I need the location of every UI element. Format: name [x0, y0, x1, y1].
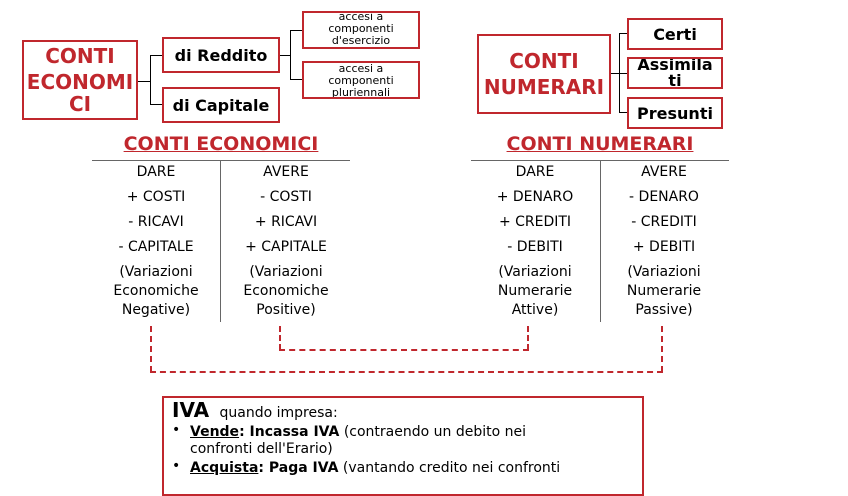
assimilati-line1: Assimila [637, 57, 713, 74]
iva-title: IVA [172, 398, 210, 422]
note-line: Numerarie [497, 283, 573, 299]
economici-avere-header: AVERE [263, 164, 309, 180]
iva-acquista-label: Acquista [190, 460, 259, 476]
iva-acquista-action: : Paga IVA [258, 460, 339, 476]
presunti-label: Presunti [637, 103, 713, 123]
esercizio-label: accesi a componenti d'esercizio [328, 11, 394, 47]
conti-economici-line2: ECONOMI [26, 70, 134, 94]
connector [290, 30, 302, 31]
note-line: Negative) [121, 302, 191, 318]
connector [150, 104, 162, 105]
numerari-avere-3: + DEBITI [632, 239, 696, 255]
numerari-dare-note [473, 263, 597, 320]
certi-box [627, 18, 723, 50]
economici-vline [220, 160, 221, 322]
connector [290, 79, 302, 80]
note-line: Positive) [256, 302, 316, 318]
note-line: Economiche [243, 283, 329, 299]
iva-vende-rest: (contraendo un debito nei [339, 424, 526, 440]
conti-numerari-line1: CONTI [509, 49, 579, 73]
economici-dare-header: DARE [136, 164, 176, 180]
conti-economici-line3: CI [68, 92, 92, 116]
conti-economici-line1: CONTI [45, 44, 115, 68]
conti-numerari-line2: NUMERARI [483, 75, 605, 99]
dashed-connector-inner-left [279, 326, 281, 350]
economici-avere-1: - COSTI [260, 189, 312, 205]
numerari-avere-note [602, 263, 726, 320]
dashed-connector-outer-right [661, 326, 663, 372]
connector [619, 73, 627, 74]
connector [150, 55, 151, 105]
numerari-avere-2: - CREDITI [631, 214, 697, 230]
note-line: Numerarie [626, 283, 702, 299]
di-reddito-label: di Reddito [174, 45, 268, 65]
iva-vende-action: : Incassa IVA [239, 424, 340, 440]
economici-hline [92, 160, 350, 161]
numerari-vline [600, 160, 601, 322]
di-capitale-box [162, 87, 280, 123]
iva-acquista-rest: (vantando credito nei confronti [338, 460, 561, 476]
connector [150, 55, 162, 56]
iva-vende-label: Vende [190, 424, 240, 440]
note-line: Economiche [113, 283, 199, 299]
economici-avere-3: + CAPITALE [245, 239, 327, 255]
assimilati-line2: ti [668, 71, 682, 89]
connector [619, 112, 627, 113]
assimilati-box [627, 57, 723, 89]
iva-subtitle: quando impresa: [219, 405, 338, 421]
bullet-icon: • [172, 422, 181, 438]
esercizio-box [302, 11, 420, 49]
di-reddito-box [162, 37, 280, 73]
iva-box [162, 396, 644, 496]
economici-title: CONTI ECONOMICI [123, 133, 319, 155]
note-line: (Variazioni [498, 264, 572, 280]
certi-label: Certi [653, 24, 697, 44]
bullet-icon: • [172, 458, 181, 474]
note-line: Attive) [511, 302, 559, 318]
economici-dare-2: - RICAVI [128, 214, 184, 230]
economici-dare-note [94, 263, 218, 320]
connector [290, 30, 291, 80]
numerari-title: CONTI NUMERARI [506, 133, 694, 155]
numerari-dare-3: - DEBITI [507, 239, 563, 255]
note-line: Passive) [635, 302, 693, 318]
dashed-connector-outer-bottom [150, 371, 663, 373]
pluriennali-label: accesi a componenti pluriennali [328, 62, 394, 99]
dashed-connector-outer-left [150, 326, 152, 372]
conti-numerari-box [477, 34, 611, 114]
di-capitale-label: di Capitale [172, 95, 270, 115]
economici-avere-note [224, 263, 348, 320]
numerari-avere-1: - DENARO [629, 189, 699, 205]
connector [611, 73, 619, 74]
economici-dare-1: + COSTI [126, 189, 186, 205]
iva-vende-line2: confronti dell'Erario) [190, 441, 333, 457]
economici-avere-2: + RICAVI [254, 214, 318, 230]
dashed-connector-inner-bottom [279, 349, 529, 351]
note-line: (Variazioni [249, 264, 323, 280]
numerari-dare-2: + CREDITI [498, 214, 572, 230]
iva-acquista-item [172, 460, 634, 477]
connector [619, 33, 627, 34]
economici-dare-3: - CAPITALE [118, 239, 194, 255]
dashed-connector-inner-right [527, 326, 529, 350]
conti-economici-box [22, 40, 138, 120]
iva-vende-item [172, 424, 634, 458]
note-line: (Variazioni [119, 264, 193, 280]
pluriennali-box [302, 61, 420, 99]
numerari-avere-header: AVERE [641, 164, 687, 180]
connector [280, 55, 290, 56]
presunti-box [627, 97, 723, 129]
note-line: (Variazioni [627, 264, 701, 280]
connector [138, 81, 150, 82]
numerari-dare-1: + DENARO [496, 189, 574, 205]
numerari-dare-header: DARE [515, 164, 555, 180]
